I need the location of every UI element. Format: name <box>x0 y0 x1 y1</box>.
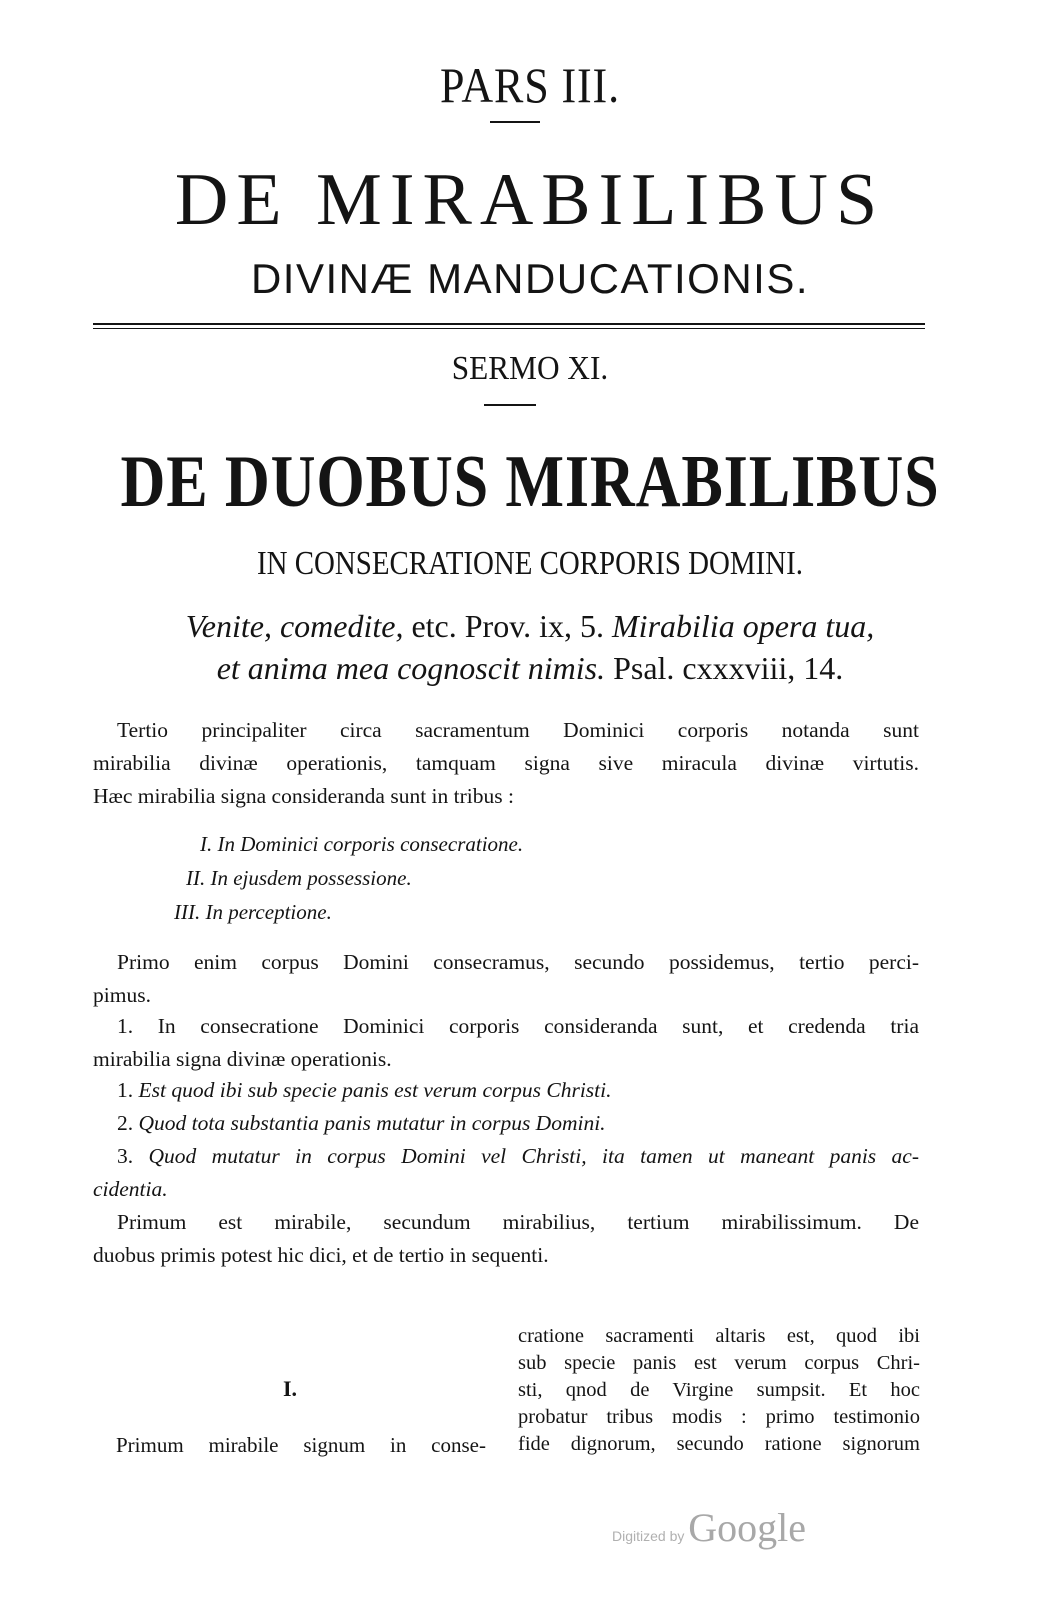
motto-roman-1: etc. Prov. ix, 5. <box>403 608 613 644</box>
right-column-line: probatur tribus modis : primo testimonio <box>518 1406 920 1428</box>
body-paragraph-1 <box>93 946 919 1012</box>
intro-paragraph <box>93 714 919 813</box>
numbered-item-3 <box>93 1140 919 1206</box>
num-1-text: Est quod ibi sub specie panis est verum corpus Christi. <box>138 1078 612 1102</box>
right-column-line: fide dignorum, secundo ratione signorum <box>518 1433 920 1455</box>
digitized-watermark <box>612 1504 806 1551</box>
long-rule-shadow <box>93 328 925 329</box>
numbered-item-2 <box>93 1107 919 1140</box>
short-rule <box>490 121 540 123</box>
motto-italic-2: Mirabilia opera tua, <box>612 608 875 644</box>
num-2: 2. <box>117 1111 139 1135</box>
body-line: mirabilia signa divinæ operationis. <box>93 1047 392 1071</box>
motto-italic-1: Venite, comedite, <box>185 608 404 644</box>
motto-italic-3: et anima mea cognoscit nimis. <box>216 650 606 686</box>
intro-line-3: Hæc mirabilia signa consideranda sunt in tribus : <box>93 784 514 808</box>
part-title <box>0 158 1060 243</box>
digitized-by-text: Digitized by <box>612 1528 689 1544</box>
part-title-a: DE MIR <box>174 159 480 241</box>
numbered-line <box>93 1140 919 1173</box>
body-paragraph-3 <box>93 1206 919 1272</box>
num-3-text-cont: cidentia. <box>93 1177 168 1201</box>
part-heading: PARS III. <box>440 57 620 113</box>
part-subtitle: DIVINÆ MANDUCATIONIS. <box>250 255 810 302</box>
right-column-line: cratione sacramenti altaris est, quod ibi <box>518 1325 920 1347</box>
numbered-item-1 <box>93 1074 919 1107</box>
intro-line-1: Tertio principaliter circa sacramentum Dominici corporis notanda sunt <box>117 718 919 742</box>
sermo-title: DE DUOBUS MIRABILIBUS <box>120 441 940 523</box>
numbered-line <box>93 1107 919 1140</box>
short-rule-2 <box>484 404 536 406</box>
intro-line-2: mirabilia divinæ operationis, tamquam signa sive miracula divinæ virtutis. <box>93 751 919 775</box>
numbered-line <box>93 1074 919 1107</box>
list-item-3: III. In perceptione. <box>174 900 332 924</box>
right-column-line: sti, qnod de Virgine sumpsit. Et hoc <box>518 1379 920 1401</box>
motto-line-2 <box>0 650 1060 687</box>
google-wordmark: Google <box>688 1505 807 1550</box>
body-line: Primo enim corpus Domini consecramus, secundo possidemus, tertio perci- <box>117 950 919 974</box>
numbered-line <box>93 1173 919 1206</box>
num-2-text: Quod tota substantia panis mutatur in corpus Domini. <box>138 1111 606 1135</box>
num-1: 1. <box>117 1078 139 1102</box>
body-line: duobus primis potest hic dici, et de tertio in sequenti. <box>93 1243 549 1267</box>
motto-roman-2: Psal. cxxxviii, 14. <box>605 650 844 686</box>
body-line: pimus. <box>93 983 151 1007</box>
list-item-2: II. In ejusdem possessione. <box>186 866 412 890</box>
sermo-subtitle: IN CONSECRATIONE CORPORIS DOMINI. <box>257 545 803 582</box>
left-column-line: Primum mirabile signum in conse- <box>116 1433 486 1457</box>
motto-line-1 <box>0 608 1060 645</box>
part-title-b: A <box>479 159 542 241</box>
body-line: 1. In consecratione Dominici corporis consideranda sunt, et credenda tria <box>117 1014 919 1038</box>
num-3-text: Quod mutatur in corpus Domini vel Christi, ita tamen ut maneant panis ac- <box>148 1144 920 1168</box>
part-title-c: BILIBUS <box>541 159 886 241</box>
section-number: I. <box>282 1376 298 1401</box>
num-3: 3. <box>117 1144 149 1168</box>
body-paragraph-2 <box>93 1010 919 1076</box>
list-item-1: I. In Dominici corporis consecratione. <box>200 832 524 856</box>
body-line: Primum est mirabile, secundum mirabilius, tertium mirabilissimum. De <box>117 1210 919 1234</box>
right-column <box>518 1323 920 1458</box>
sermo-heading: SERMO XI. <box>451 350 609 387</box>
right-column-line: sub specie panis est verum corpus Chri- <box>518 1352 920 1374</box>
long-rule <box>93 323 925 325</box>
